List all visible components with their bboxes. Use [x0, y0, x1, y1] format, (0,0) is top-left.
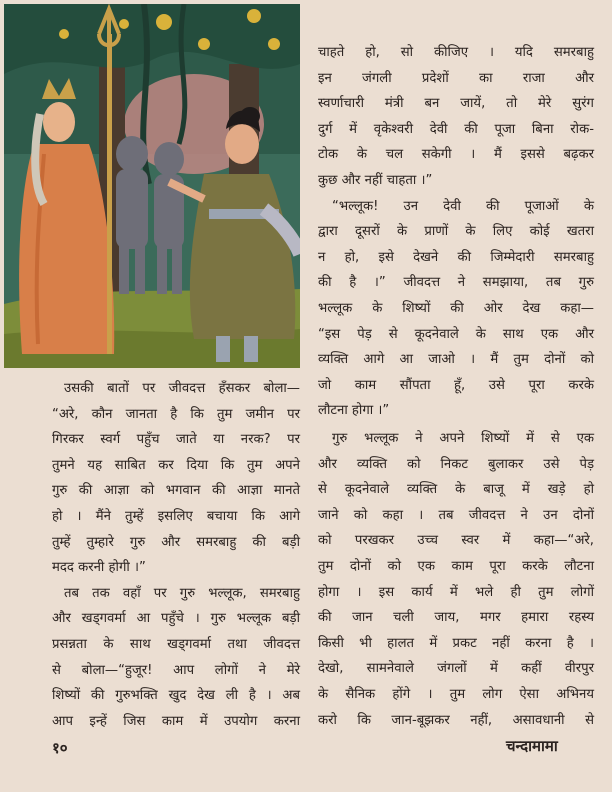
text-line: उसकी बातों पर जीवदत्त हँसकर बोला— [64, 381, 300, 396]
text-line: प्रसन्नता के साथ खड्गवर्मा तथा जीवदत्त [52, 636, 300, 652]
text-line: चाहते हो, सो कीजिए । यदि समरबाहु [318, 45, 594, 60]
magazine-name: चन्दामामा [506, 737, 558, 755]
text-line: के सैनिक होंगे । तुम लोग ऐसा अभिनय [318, 686, 594, 702]
text-line: से कूदनेवाले व्यक्ति के बाजू में खड़े हो [318, 482, 594, 498]
text-line: किसी भी हालत में प्रकट नहीं करना है । [318, 635, 594, 651]
text-line: तब तक वहाँ पर गुरु भल्लूक, समरबाहु [64, 585, 300, 601]
text-line: व्यक्ति आगे आ जाओ । मैं तुम दोनों को [318, 352, 594, 368]
text-line: न हो, इसे देखने की जिम्मेदारी समरबाहु [318, 249, 594, 265]
text-line: तुमने यह साबित कर दिया कि तुम अपने [52, 457, 300, 473]
text-line: दुर्ग में वृकेश्वरी देवी की पूजा बिना रोक- [318, 121, 594, 137]
text-line: शिष्यों की गुरुभक्ति खुद देख ली है । अब [52, 688, 300, 704]
forest-scene-illustration [4, 4, 300, 368]
text-line: देखो, सामनेवाले जंगलों में कहीं वीरपुर [318, 661, 594, 677]
text-line: की है ।” जीवदत्त ने समझाया, तब गुरु [318, 275, 594, 291]
text-line: और व्यक्ति को निकट बुलाकर उसे पेड़ [318, 456, 594, 472]
text-line: से बोला—“हुजूर! आप लोगों ने मेरे [52, 662, 300, 678]
right-column-top-text [318, 40, 594, 424]
story-illustration [4, 4, 300, 368]
right-column-bottom-text [318, 426, 594, 733]
text-line: आप इन्हें जिस काम में उपयोग करना [52, 713, 300, 729]
text-line: करो कि जान-बूझकर नहीं, असावधानी से [318, 712, 594, 728]
text-line: और खड्गवर्मा आ पहुँचे । गुरु भल्लूक बड़ी [52, 611, 300, 627]
text-line: हो । मैंने तुम्हें इसलिए बचाया कि आगे [52, 508, 300, 524]
text-line: कुछ और नहीं चाहता ।” [318, 172, 433, 188]
text-line: तुम दोनों को एक काम पूरा करके लौटना [318, 558, 594, 574]
text-line: भल्लूक के शिष्यों की ओर देख कहा— [318, 300, 594, 316]
text-line: को परखकर उच्च स्वर में कहा—“अरे, [318, 533, 594, 549]
text-line: गुरु की आज्ञा को भगवान की आज्ञा मानते [52, 483, 300, 499]
text-line: तुम्हें तुम्हारे गुरु और समरबाहु की बड़ी [52, 534, 300, 550]
text-line: इन जंगली प्रदेशों का राजा और [318, 70, 594, 86]
text-line: होगा । इस कार्य में भले ही तुम लोगों [318, 584, 594, 600]
text-line: द्वारा दूसरों के प्राणों के लिए कोई खतरा [318, 224, 594, 240]
text-line: गिरकर स्वर्ग पहुँच जाते या नरक? पर [52, 432, 300, 448]
text-line: टोक के चल सकेगी । मैं इससे बढ़कर [318, 147, 594, 163]
text-line: जाने को कहा । तब जीवदत्त ने उन दोनों [318, 507, 594, 523]
left-column-text [52, 376, 300, 734]
text-line: “भल्लूक! उन देवी की पूजाओं के [332, 198, 594, 214]
page-number: १० [52, 739, 68, 757]
text-line: लौटना होगा ।” [318, 403, 390, 419]
text-line: की जान चली जाय, मगर हमारा रहस्य [318, 610, 594, 626]
text-line: “अरे, कौन जानता है कि तुम जमीन पर [52, 406, 300, 422]
text-line: मदद करनी होगी ।” [52, 560, 146, 576]
text-line: जो काम सौंपता हूँ, उसे पूरा करके [318, 377, 594, 393]
text-line: स्वर्णाचारी मंत्री बन जायें, तो मेरे सुरंग [318, 96, 594, 112]
text-line: गुरु भल्लूक ने अपने शिष्यों में से एक [332, 431, 594, 446]
text-line: “इस पेड़ से कूदनेवाले के साथ एक और [318, 326, 594, 342]
